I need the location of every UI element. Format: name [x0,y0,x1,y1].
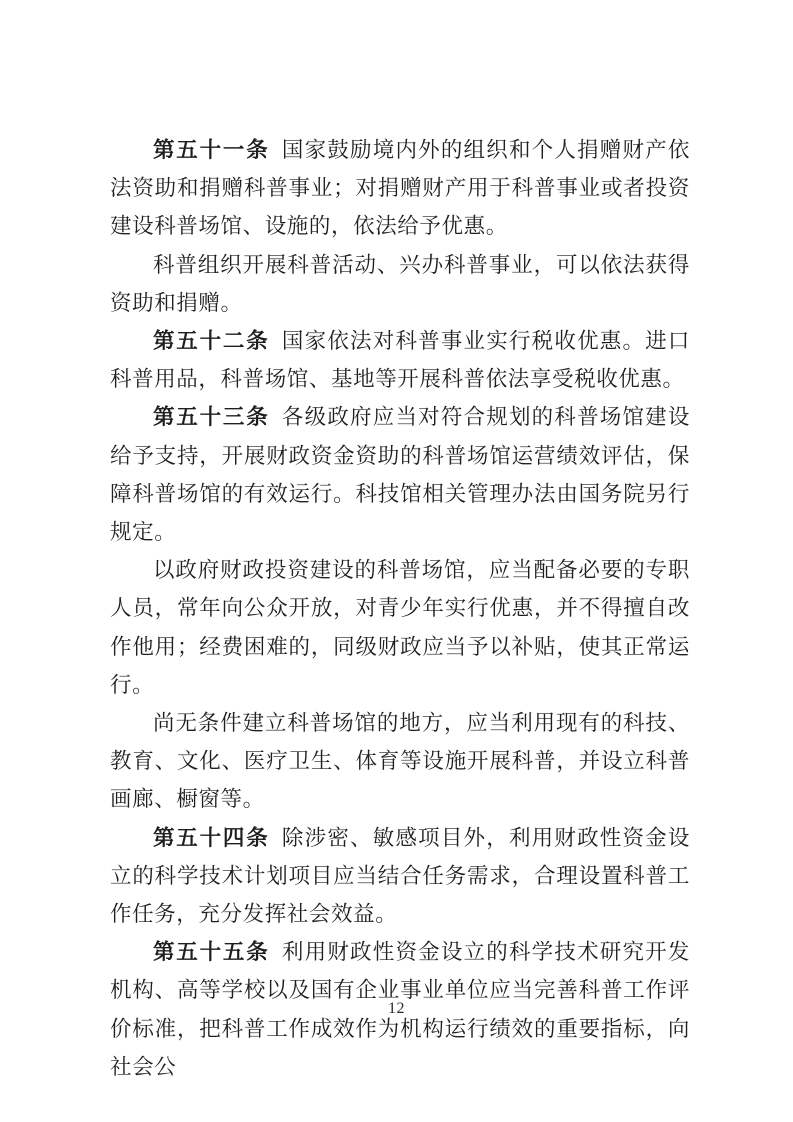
article-label-55: 第五十五条 [153,940,270,966]
paragraph-text: 除涉密、敏感项目外，利用财政性资金设立的科学技术计划项目应当结合任务需求，合理设置科普工作任务，充分发挥社会效益。 [110,825,690,928]
article-label-53: 第五十三条 [153,405,270,431]
paragraph-text: 国家鼓励境内外的组织和个人捐赠财产依法资助和捐赠科普事业；对捐赠财产用于科普事业或者投资建设科普场馆、设施的，依法给予优惠。 [110,138,690,240]
document-body [110,132,690,1087]
article-label-52: 第五十二条 [153,329,270,355]
paragraph-text: 各级政府应当对符合规划的科普场馆建设给予支持，开展财政资金资助的科普场馆运营绩效评估，保障科普场馆的有效运行。科技馆相关管理办法由国务院另行规定。 [110,405,690,546]
article-label-54: 第五十四条 [153,825,270,851]
paragraph-text: 科普组织开展科普活动、兴办科普事业，可以依法获得资助和捐赠。 [110,252,690,316]
paragraph-article-53 [110,399,690,552]
paragraph-text: 尚无条件建立科普场馆的地方，应当利用现有的科技、教育、文化、医疗卫生、体育等设施开展科普，并设立科普画廊、橱窗等。 [110,711,690,813]
paragraph-text: 国家依法对科普事业实行税收优惠。进口科普用品，科普场馆、基地等开展科普依法享受税收优惠。 [110,329,690,393]
page-number: 12 [388,1000,405,1017]
paragraph-text: 利用财政性资金设立的科学技术研究开发机构、高等学校以及国有企业事业单位应当完善科普工作评价标准，把科普工作成效作为机构运行绩效的重要指标，向社会公 [110,940,690,1080]
paragraph-article-52 [110,323,690,399]
paragraph-text: 以政府财政投资建设的科普场馆，应当配备必要的专职人员，常年向公众开放，对青少年实行优惠，并不得擅自改作他用；经费困难的，同级财政应当予以补贴，使其正常运行。 [110,558,690,698]
paragraph-article-53-p2 [110,552,690,705]
paragraph-article-53-p3 [110,705,690,820]
article-label-51: 第五十一条 [153,138,270,163]
paragraph-article-51 [110,132,690,247]
paragraph-article-54 [110,820,690,935]
paragraph-article-51-p2 [110,247,690,323]
